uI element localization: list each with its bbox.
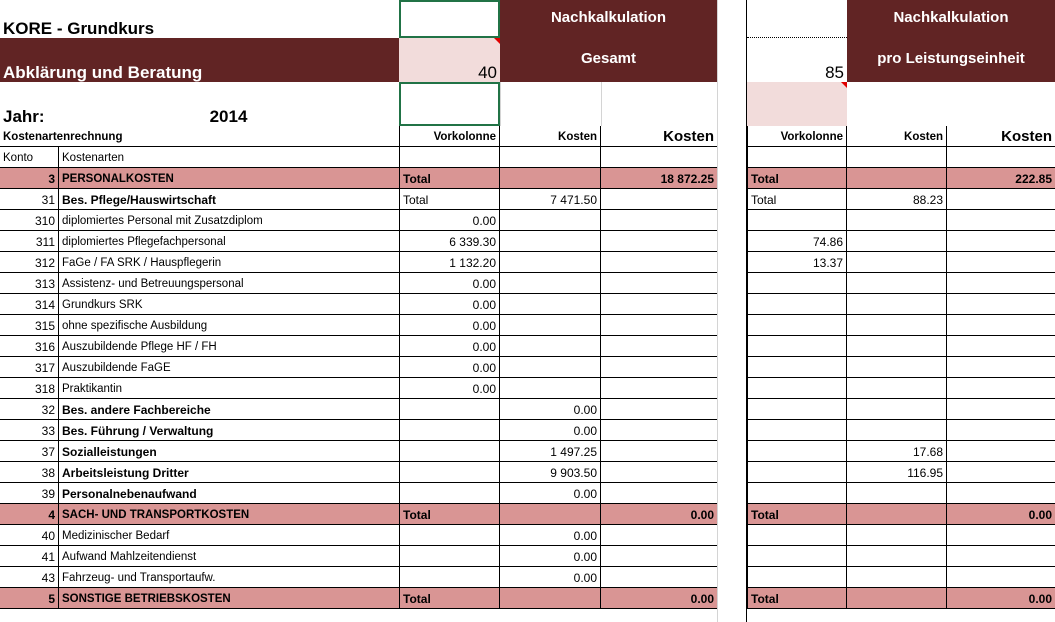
kosten-le-cell[interactable] <box>847 315 947 336</box>
kosten-cell[interactable] <box>500 315 601 336</box>
kosten-le-cell[interactable] <box>847 210 947 231</box>
kosten-total-cell[interactable] <box>601 441 717 462</box>
vorkolonne-cell[interactable] <box>399 483 500 504</box>
vorkolonne-le-cell[interactable] <box>747 294 847 315</box>
konto-cell[interactable]: 310 <box>0 210 58 231</box>
kosten-le-cell[interactable] <box>847 420 947 441</box>
kostenart-cell[interactable]: Bes. Führung / Verwaltung <box>58 420 399 441</box>
empty-cell[interactable] <box>847 147 947 168</box>
vorkolonne-cell[interactable]: 0.00 <box>399 336 500 357</box>
kostenart-cell[interactable]: Aufwand Mahlzeitendienst <box>58 546 399 567</box>
kosten-cell[interactable] <box>500 210 601 231</box>
kosten-cell[interactable]: 0.00 <box>500 567 601 588</box>
col-kosten-le[interactable]: Kosten <box>847 126 947 147</box>
vorkolonne-le-cell[interactable] <box>747 546 847 567</box>
kostenart-cell[interactable]: diplomiertes Pflegefachpersonal <box>58 231 399 252</box>
vorkolonne-le-cell[interactable]: Total <box>747 504 847 525</box>
nk-pro-le-subtitle: pro Leistungseinheit <box>847 38 1055 82</box>
konto-cell[interactable]: 318 <box>0 378 58 399</box>
kosten-total-cell[interactable] <box>601 315 717 336</box>
sheet-subtitle[interactable]: Abklärung und Beratung <box>0 38 399 82</box>
vorkolonne-cell[interactable] <box>399 420 500 441</box>
kosten-cell[interactable]: 0.00 <box>500 546 601 567</box>
col-kostenartenrechnung[interactable]: Kostenartenrechnung <box>0 126 399 147</box>
kosten-le-cell[interactable] <box>847 168 947 189</box>
kosten-total-le-cell[interactable] <box>947 231 1055 252</box>
vorkolonne-le-cell[interactable] <box>747 525 847 546</box>
kosten-le-cell[interactable] <box>847 336 947 357</box>
vorkolonne-le-cell[interactable] <box>747 567 847 588</box>
kostenart-cell[interactable]: Sozialleistungen <box>58 441 399 462</box>
kostenart-cell[interactable]: diplomiertes Personal mit Zusatzdiplom <box>58 210 399 231</box>
vorkolonne-cell[interactable] <box>399 462 500 483</box>
kosten-total-le-cell[interactable] <box>947 273 1055 294</box>
vorkolonne-cell[interactable]: 0.00 <box>399 273 500 294</box>
input-units-left[interactable]: 40 <box>399 38 500 82</box>
col-kostenarten[interactable]: Kostenarten <box>58 147 399 168</box>
vorkolonne-cell[interactable]: 6 339.30 <box>399 231 500 252</box>
kosten-le-cell[interactable] <box>847 504 947 525</box>
kosten-cell[interactable] <box>500 168 601 189</box>
konto-cell[interactable]: 314 <box>0 294 58 315</box>
input-cell-right[interactable] <box>747 82 847 126</box>
konto-cell[interactable]: 317 <box>0 357 58 378</box>
kosten-total-cell[interactable] <box>601 210 717 231</box>
kostenart-cell[interactable]: Bes. andere Fachbereiche <box>58 399 399 420</box>
konto-cell[interactable]: 33 <box>0 420 58 441</box>
kosten-total-le-cell[interactable] <box>947 189 1055 210</box>
vorkolonne-cell[interactable] <box>399 567 500 588</box>
kosten-le-cell[interactable] <box>847 567 947 588</box>
kosten-total-le-cell[interactable] <box>947 483 1055 504</box>
vorkolonne-le-cell[interactable] <box>747 315 847 336</box>
kostenart-cell[interactable]: Praktikantin <box>58 378 399 399</box>
vorkolonne-cell[interactable]: Total <box>399 588 500 609</box>
vorkolonne-cell[interactable]: 0.00 <box>399 294 500 315</box>
kosten-cell[interactable] <box>500 504 601 525</box>
vorkolonne-le-cell[interactable]: Total <box>747 168 847 189</box>
kosten-total-cell[interactable] <box>601 294 717 315</box>
kosten-le-cell[interactable] <box>847 588 947 609</box>
vorkolonne-cell[interactable] <box>399 441 500 462</box>
empty-cell[interactable] <box>747 147 847 168</box>
input-units-right[interactable]: 85 <box>825 63 844 82</box>
konto-cell[interactable]: 38 <box>0 462 58 483</box>
kosten-total-cell[interactable] <box>601 462 717 483</box>
kosten-total-cell[interactable] <box>601 420 717 441</box>
kosten-total-le-cell[interactable] <box>947 462 1055 483</box>
kostenart-cell[interactable]: Assistenz- und Betreuungspersonal <box>58 273 399 294</box>
kosten-cell[interactable] <box>500 588 601 609</box>
vorkolonne-cell[interactable]: 0.00 <box>399 210 500 231</box>
kosten-le-cell[interactable] <box>847 273 947 294</box>
kosten-total-le-cell[interactable] <box>947 420 1055 441</box>
col-vorkolonne[interactable]: Vorkolonne <box>399 126 500 147</box>
konto-cell[interactable]: 313 <box>0 273 58 294</box>
column-divider <box>746 0 747 622</box>
kosten-total-le-cell[interactable] <box>947 378 1055 399</box>
kostenart-cell[interactable]: Auszubildende FaGE <box>58 357 399 378</box>
vorkolonne-cell[interactable]: Total <box>399 168 500 189</box>
konto-cell[interactable]: 37 <box>0 441 58 462</box>
kosten-cell[interactable] <box>500 252 601 273</box>
vorkolonne-cell[interactable]: 0.00 <box>399 357 500 378</box>
col-kosten[interactable]: Kosten <box>500 126 601 147</box>
kosten-le-cell[interactable] <box>847 525 947 546</box>
vorkolonne-cell[interactable]: Total <box>399 504 500 525</box>
kosten-total-le-cell[interactable] <box>947 567 1055 588</box>
vorkolonne-le-cell[interactable] <box>747 378 847 399</box>
vorkolonne-le-cell[interactable] <box>747 399 847 420</box>
vorkolonne-le-cell[interactable] <box>747 441 847 462</box>
kosten-le-cell[interactable] <box>847 483 947 504</box>
kostenart-cell[interactable]: Grundkurs SRK <box>58 294 399 315</box>
kosten-le-cell[interactable] <box>847 357 947 378</box>
kosten-total-cell[interactable] <box>601 336 717 357</box>
col-kosten-total[interactable]: Kosten <box>601 126 717 147</box>
col-kosten-total-le[interactable]: Kosten <box>947 126 1055 147</box>
kosten-total-cell[interactable]: 0.00 <box>601 504 717 525</box>
kostenart-cell[interactable]: Arbeitsleistung Dritter <box>58 462 399 483</box>
kosten-total-cell[interactable] <box>601 357 717 378</box>
kostenart-cell[interactable]: Personalnebenaufwand <box>58 483 399 504</box>
kosten-cell[interactable] <box>500 378 601 399</box>
vorkolonne-le-cell[interactable] <box>747 336 847 357</box>
selected-range-cell[interactable] <box>399 82 500 126</box>
empty-cell[interactable] <box>947 147 1055 168</box>
selected-cell[interactable] <box>399 0 500 38</box>
kosten-total-cell[interactable] <box>601 252 717 273</box>
kosten-cell[interactable] <box>500 357 601 378</box>
konto-cell[interactable]: 39 <box>0 483 58 504</box>
kosten-total-le-cell[interactable] <box>947 525 1055 546</box>
kosten-cell[interactable] <box>500 336 601 357</box>
vorkolonne-le-cell[interactable] <box>747 210 847 231</box>
vorkolonne-le-cell[interactable]: Total <box>747 588 847 609</box>
col-konto[interactable]: Konto <box>0 147 58 168</box>
kostenart-cell[interactable]: SONSTIGE BETRIEBSKOSTEN <box>58 588 399 609</box>
kosten-cell[interactable]: 1 497.25 <box>500 441 601 462</box>
kosten-total-cell[interactable] <box>601 483 717 504</box>
kostenart-cell[interactable]: Medizinischer Bedarf <box>58 525 399 546</box>
konto-cell[interactable]: 31 <box>0 189 58 210</box>
konto-cell[interactable]: 32 <box>0 399 58 420</box>
vorkolonne-le-cell[interactable] <box>747 273 847 294</box>
kosten-total-cell[interactable] <box>601 567 717 588</box>
vorkolonne-cell[interactable] <box>399 525 500 546</box>
nk-gesamt-title: Nachkalkulation <box>500 0 717 38</box>
kosten-cell[interactable]: 0.00 <box>500 483 601 504</box>
vorkolonne-le-cell[interactable]: 74.86 <box>747 231 847 252</box>
col-vorkolonne-le[interactable]: Vorkolonne <box>747 126 847 147</box>
kostenart-cell[interactable]: FaGe / FA SRK / Hauspflegerin <box>58 252 399 273</box>
kosten-le-cell[interactable] <box>847 399 947 420</box>
vorkolonne-cell[interactable]: 1 132.20 <box>399 252 500 273</box>
year-value[interactable]: 2014 <box>209 107 248 126</box>
kostenart-cell[interactable]: SACH- UND TRANSPORTKOSTEN <box>58 504 399 525</box>
vorkolonne-cell[interactable]: Total <box>399 189 500 210</box>
kosten-total-cell[interactable] <box>601 525 717 546</box>
year-label[interactable]: Jahr: <box>3 107 45 126</box>
kosten-le-cell[interactable] <box>847 546 947 567</box>
kosten-total-cell[interactable] <box>601 399 717 420</box>
kosten-le-cell[interactable] <box>847 252 947 273</box>
konto-cell[interactable]: 3 <box>0 168 58 189</box>
vorkolonne-le-cell[interactable]: 13.37 <box>747 252 847 273</box>
kosten-cell[interactable] <box>500 294 601 315</box>
kosten-cell[interactable]: 0.00 <box>500 420 601 441</box>
kosten-total-le-cell[interactable] <box>947 315 1055 336</box>
empty-cell[interactable] <box>399 147 500 168</box>
kostenart-cell[interactable]: ohne spezifische Ausbildung <box>58 315 399 336</box>
vorkolonne-le-cell[interactable]: Total <box>747 189 847 210</box>
kosten-cell[interactable]: 0.00 <box>500 399 601 420</box>
kosten-total-le-cell[interactable] <box>947 294 1055 315</box>
kosten-total-le-cell[interactable]: 222.85 <box>947 168 1055 189</box>
column-divider <box>717 0 718 622</box>
kosten-total-le-cell[interactable] <box>947 252 1055 273</box>
kosten-total-cell[interactable] <box>601 546 717 567</box>
konto-cell[interactable]: 315 <box>0 315 58 336</box>
kosten-total-cell[interactable] <box>601 231 717 252</box>
konto-cell[interactable]: 311 <box>0 231 58 252</box>
empty-cell[interactable] <box>747 0 847 38</box>
vorkolonne-cell[interactable] <box>399 546 500 567</box>
kosten-total-cell[interactable] <box>601 378 717 399</box>
vorkolonne-le-cell[interactable] <box>747 357 847 378</box>
kosten-total-le-cell[interactable] <box>947 399 1055 420</box>
kosten-total-le-cell[interactable]: 0.00 <box>947 504 1055 525</box>
konto-cell[interactable]: 43 <box>0 567 58 588</box>
kosten-le-cell[interactable] <box>847 378 947 399</box>
kostenart-cell[interactable]: PERSONALKOSTEN <box>58 168 399 189</box>
vorkolonne-le-cell[interactable] <box>747 483 847 504</box>
kosten-cell[interactable] <box>500 273 601 294</box>
kosten-total-cell[interactable] <box>601 273 717 294</box>
nk-gesamt-subtitle: Gesamt <box>500 38 717 82</box>
kosten-le-cell[interactable] <box>847 231 947 252</box>
kosten-total-le-cell[interactable] <box>947 441 1055 462</box>
kosten-total-le-cell[interactable] <box>947 210 1055 231</box>
vorkolonne-le-cell[interactable] <box>747 462 847 483</box>
kosten-cell[interactable]: 0.00 <box>500 525 601 546</box>
vorkolonne-cell[interactable]: 0.00 <box>399 378 500 399</box>
kosten-total-cell[interactable]: 0.00 <box>601 588 717 609</box>
kostenart-cell[interactable]: Auszubildende Pflege HF / FH <box>58 336 399 357</box>
kosten-cell[interactable]: 9 903.50 <box>500 462 601 483</box>
kosten-total-le-cell[interactable] <box>947 336 1055 357</box>
kosten-le-cell[interactable]: 116.95 <box>847 462 947 483</box>
empty-cell[interactable] <box>601 82 717 126</box>
kosten-total-cell[interactable]: 18 872.25 <box>601 168 717 189</box>
vorkolonne-cell[interactable]: 0.00 <box>399 315 500 336</box>
empty-cell[interactable] <box>500 147 601 168</box>
konto-cell[interactable]: 41 <box>0 546 58 567</box>
kosten-total-le-cell[interactable] <box>947 546 1055 567</box>
konto-cell[interactable]: 312 <box>0 252 58 273</box>
vorkolonne-cell[interactable] <box>399 399 500 420</box>
table-row-partial <box>0 609 1055 622</box>
sheet-title[interactable]: KORE - Grundkurs <box>3 19 155 38</box>
konto-cell[interactable]: 5 <box>0 588 58 609</box>
nk-pro-le-title: Nachkalkulation <box>847 0 1055 38</box>
kosten-total-cell[interactable] <box>601 189 717 210</box>
kosten-le-cell[interactable]: 17.68 <box>847 441 947 462</box>
vorkolonne-le-cell[interactable] <box>747 420 847 441</box>
empty-cell[interactable] <box>601 147 717 168</box>
kosten-cell[interactable]: 7 471.50 <box>500 189 601 210</box>
empty-cell[interactable] <box>500 82 601 126</box>
kosten-cell[interactable] <box>500 231 601 252</box>
kosten-total-le-cell[interactable]: 0.00 <box>947 588 1055 609</box>
kostenart-cell[interactable]: Bes. Pflege/Hauswirtschaft <box>58 189 399 210</box>
konto-cell[interactable]: 40 <box>0 525 58 546</box>
konto-cell[interactable]: 316 <box>0 336 58 357</box>
kosten-le-cell[interactable] <box>847 294 947 315</box>
kostenart-cell[interactable]: Fahrzeug- und Transportaufw. <box>58 567 399 588</box>
kosten-le-cell[interactable]: 88.23 <box>847 189 947 210</box>
konto-cell[interactable]: 4 <box>0 504 58 525</box>
kosten-total-le-cell[interactable] <box>947 357 1055 378</box>
